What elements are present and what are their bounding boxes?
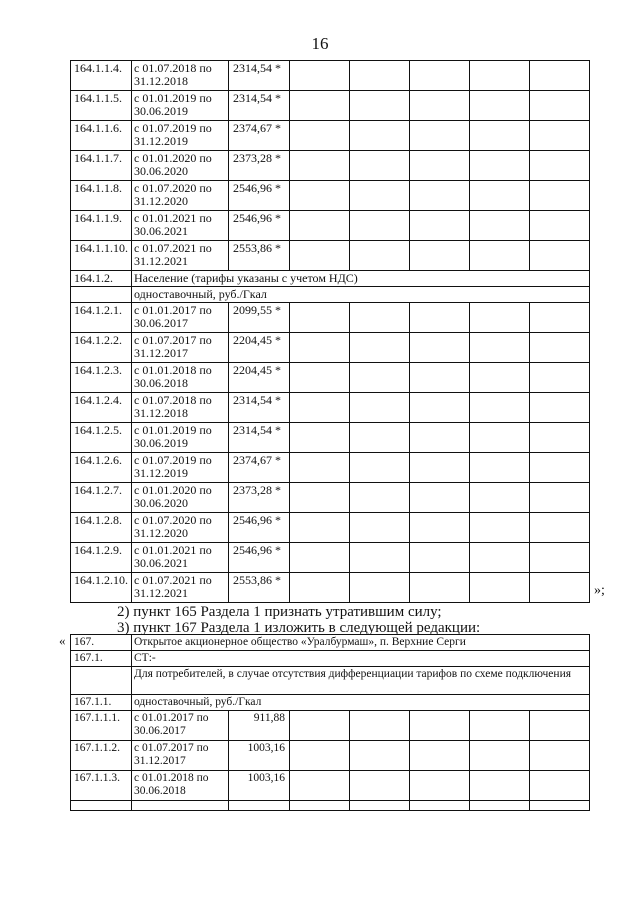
empty-cell	[290, 241, 350, 271]
empty-cell	[530, 711, 590, 741]
paragraph-3: 3) пункт 167 Раздела 1 изложить в следующей редакции:	[117, 620, 481, 636]
empty-cell	[470, 151, 530, 181]
row-tariff-value: 2553,86 *	[229, 241, 290, 271]
row-number: 164.1.1.5.	[71, 91, 132, 121]
row-number: 164.1.1.9.	[71, 211, 132, 241]
empty-cell	[350, 741, 410, 771]
table-row	[71, 393, 590, 423]
empty-cell	[410, 211, 470, 241]
empty-cell	[290, 333, 350, 363]
empty-cell	[290, 573, 350, 603]
row-tariff-value: 2546,96 *	[229, 543, 290, 573]
row-period: с 01.07.2017 по 31.12.2017	[132, 741, 229, 771]
org-name: Открытое акционерное общество «Уралбурмаш», п. Верхние Серги	[132, 635, 590, 651]
row-tariff-value: 1003,16	[229, 741, 290, 771]
empty-cell	[290, 423, 350, 453]
rate-num: 167.1.1.	[71, 695, 132, 711]
row-period: с 01.07.2017 по 31.12.2017	[132, 333, 229, 363]
empty-cell	[530, 241, 590, 271]
rate-row	[71, 695, 590, 711]
empty-cell	[410, 513, 470, 543]
empty-cell	[410, 241, 470, 271]
empty-cell	[470, 423, 530, 453]
row-tariff-value: 2314,54 *	[229, 393, 290, 423]
empty-cell	[290, 741, 350, 771]
row-number: 164.1.1.10.	[71, 241, 132, 271]
row-number: 167.1.1.2.	[71, 741, 132, 771]
empty-cell	[350, 241, 410, 271]
table-row	[71, 333, 590, 363]
row-tariff-value: 2553,86 *	[229, 573, 290, 603]
table-row	[71, 423, 590, 453]
empty-cell	[470, 771, 530, 801]
page-number: 16	[311, 34, 329, 53]
row-period: с 01.01.2018 по 30.06.2018	[132, 363, 229, 393]
row-period: с 01.07.2021 по 31.12.2021	[132, 241, 229, 271]
row-tariff-value: 2374,67 *	[229, 453, 290, 483]
empty-cell	[71, 667, 132, 695]
org-num: 167.	[71, 635, 132, 651]
empty-cell	[290, 61, 350, 91]
row-number: 164.1.2.2.	[71, 333, 132, 363]
empty-cell	[470, 483, 530, 513]
row-number: 167.1.1.3.	[71, 771, 132, 801]
empty-cell	[530, 211, 590, 241]
empty-cell	[350, 121, 410, 151]
row-tariff-value: 2314,54 *	[229, 91, 290, 121]
empty-cell	[530, 423, 590, 453]
empty-cell	[530, 741, 590, 771]
opening-quote: «	[59, 633, 66, 648]
row-period: с 01.01.2021 по 30.06.2021	[132, 543, 229, 573]
empty-cell	[350, 211, 410, 241]
row-period: с 01.07.2019 по 31.12.2019	[132, 121, 229, 151]
empty-cell	[410, 801, 470, 811]
org-row	[71, 635, 590, 651]
row-number: 164.1.2.10.	[71, 573, 132, 603]
row-tariff-value: 911,88	[229, 711, 290, 741]
row-period: с 01.01.2020 по 30.06.2020	[132, 483, 229, 513]
row-period: с 01.07.2019 по 31.12.2019	[132, 453, 229, 483]
row-period: с 01.07.2021 по 31.12.2021	[132, 573, 229, 603]
empty-cell	[290, 303, 350, 333]
row-number: 164.1.1.6.	[71, 121, 132, 151]
empty-cell	[530, 573, 590, 603]
table-row	[71, 513, 590, 543]
row-period: с 01.01.2017 по 30.06.2017	[132, 303, 229, 333]
empty-cell	[470, 303, 530, 333]
table-row	[71, 741, 590, 771]
row-number: 164.1.2.1.	[71, 303, 132, 333]
row-number: 164.1.2.8.	[71, 513, 132, 543]
row-number: 164.1.2.4.	[71, 393, 132, 423]
row-number: 164.1.1.4.	[71, 61, 132, 91]
table-row	[71, 573, 590, 603]
empty-cell	[350, 303, 410, 333]
table-row	[71, 241, 590, 271]
table-row	[71, 483, 590, 513]
row-number: 164.1.2.5.	[71, 423, 132, 453]
consumers-label: Для потребителей, в случае отсутствия дифференциации тарифов по схеме подключения	[132, 667, 590, 695]
row-tariff-value: 2373,28 *	[229, 151, 290, 181]
empty-cell	[350, 573, 410, 603]
empty-cell	[290, 211, 350, 241]
row-tariff-value: 2204,45 *	[229, 333, 290, 363]
empty-cell	[410, 61, 470, 91]
empty-cell	[410, 91, 470, 121]
empty-cell	[410, 771, 470, 801]
ct-label: СТ:-	[132, 651, 590, 667]
row-tariff-value: 2099,55 *	[229, 303, 290, 333]
empty-cell	[350, 711, 410, 741]
empty-cell	[350, 423, 410, 453]
consumers-row	[71, 667, 590, 695]
empty-cell	[530, 513, 590, 543]
empty-cell	[530, 333, 590, 363]
row-tariff-value: 2546,96 *	[229, 211, 290, 241]
empty-cell	[410, 573, 470, 603]
table-row	[71, 181, 590, 211]
table-row	[71, 151, 590, 181]
empty-cell	[290, 513, 350, 543]
row-period: с 01.01.2020 по 30.06.2020	[132, 151, 229, 181]
table-row	[71, 363, 590, 393]
row-tariff-value: 2546,96 *	[229, 181, 290, 211]
empty-cell	[410, 711, 470, 741]
row-number: 164.1.2.7.	[71, 483, 132, 513]
empty-cell	[290, 121, 350, 151]
empty-cell	[410, 741, 470, 771]
empty-cell	[470, 513, 530, 543]
empty-cell	[290, 91, 350, 121]
empty-cell	[530, 151, 590, 181]
empty-cell	[410, 483, 470, 513]
row-tariff-value: 2373,28 *	[229, 483, 290, 513]
section-num: 164.1.2.	[71, 271, 132, 287]
empty-cell	[290, 453, 350, 483]
empty-cell	[530, 801, 590, 811]
section-subtitle-row	[71, 287, 590, 303]
empty-cell	[530, 771, 590, 801]
row-period: с 01.07.2018 по 31.12.2018	[132, 61, 229, 91]
table-row	[71, 211, 590, 241]
empty-cell	[290, 771, 350, 801]
ct-num: 167.1.	[71, 651, 132, 667]
section-title: Население (тарифы указаны с учетом НДС)	[132, 271, 590, 287]
rate-label: одноставочный, руб./Гкал	[132, 695, 590, 711]
row-number: 167.1.1.1.	[71, 711, 132, 741]
empty-cell	[410, 453, 470, 483]
table-row	[71, 121, 590, 151]
empty-cell	[530, 61, 590, 91]
empty-cell	[470, 711, 530, 741]
table-row	[71, 453, 590, 483]
empty-cell	[470, 801, 530, 811]
table-row	[71, 543, 590, 573]
row-tariff-value: 2204,45 *	[229, 363, 290, 393]
row-number: 164.1.2.6.	[71, 453, 132, 483]
table-row	[71, 61, 590, 91]
empty-cell	[229, 801, 290, 811]
empty-cell	[470, 91, 530, 121]
empty-cell	[350, 543, 410, 573]
empty-cell	[410, 363, 470, 393]
empty-cell	[470, 241, 530, 271]
empty-cell	[410, 181, 470, 211]
row-tariff-value: 2374,67 *	[229, 121, 290, 151]
empty-cell	[290, 393, 350, 423]
empty-cell	[530, 543, 590, 573]
empty-cell	[290, 483, 350, 513]
empty-cell	[350, 91, 410, 121]
empty-cell	[470, 543, 530, 573]
row-period: с 01.01.2018 по 30.06.2018	[132, 771, 229, 801]
row-period: с 01.01.2019 по 30.06.2019	[132, 91, 229, 121]
empty-cell	[350, 363, 410, 393]
empty-cell	[290, 181, 350, 211]
row-period: с 01.07.2020 по 31.12.2020	[132, 513, 229, 543]
empty-cell	[410, 423, 470, 453]
section-row	[71, 271, 590, 287]
paragraph-2: 2) пункт 165 Раздела 1 признать утратившим силу;	[117, 604, 442, 620]
tariff-table-164	[70, 60, 590, 603]
empty-cell	[530, 453, 590, 483]
row-number: 164.1.2.3.	[71, 363, 132, 393]
tariff-table-167	[70, 634, 590, 811]
empty-cell	[470, 573, 530, 603]
empty-cell	[530, 393, 590, 423]
empty-cell	[410, 151, 470, 181]
empty-cell	[350, 61, 410, 91]
row-period: с 01.01.2021 по 30.06.2021	[132, 211, 229, 241]
table-row	[71, 711, 590, 741]
row-period: с 01.01.2017 по 30.06.2017	[132, 711, 229, 741]
empty-cell	[350, 333, 410, 363]
empty-cell	[470, 181, 530, 211]
empty-cell	[350, 513, 410, 543]
empty-cell	[132, 801, 229, 811]
empty-cell	[530, 181, 590, 211]
closing-quote: »;	[594, 583, 605, 598]
empty-cell	[290, 151, 350, 181]
table-row	[71, 303, 590, 333]
empty-cell	[530, 91, 590, 121]
table-row	[71, 91, 590, 121]
empty-cell	[410, 333, 470, 363]
row-period: с 01.07.2018 по 31.12.2018	[132, 393, 229, 423]
row-number: 164.1.1.8.	[71, 181, 132, 211]
empty-cell	[410, 303, 470, 333]
empty-cell	[470, 741, 530, 771]
empty-cell	[290, 801, 350, 811]
row-tariff-value: 1003,16	[229, 771, 290, 801]
empty-cell	[350, 151, 410, 181]
empty-cell	[470, 211, 530, 241]
empty-cell	[470, 121, 530, 151]
empty-cell	[470, 333, 530, 363]
empty-cell	[350, 771, 410, 801]
table-bottom-row	[71, 801, 590, 811]
empty-cell	[350, 801, 410, 811]
empty-cell	[410, 543, 470, 573]
row-tariff-value: 2314,54 *	[229, 61, 290, 91]
empty-cell	[530, 121, 590, 151]
row-number: 164.1.1.7.	[71, 151, 132, 181]
empty-cell	[290, 543, 350, 573]
empty-cell	[470, 61, 530, 91]
table-row	[71, 771, 590, 801]
row-tariff-value: 2546,96 *	[229, 513, 290, 543]
empty-cell	[410, 121, 470, 151]
empty-cell	[470, 363, 530, 393]
empty-cell	[410, 393, 470, 423]
empty-cell	[470, 393, 530, 423]
row-period: с 01.01.2019 по 30.06.2019	[132, 423, 229, 453]
empty-cell	[530, 483, 590, 513]
empty-cell	[530, 363, 590, 393]
row-number: 164.1.2.9.	[71, 543, 132, 573]
empty-cell	[290, 363, 350, 393]
empty-cell	[530, 303, 590, 333]
section-subtitle: одноставочный, руб./Гкал	[132, 287, 590, 303]
empty-cell	[71, 287, 132, 303]
empty-cell	[350, 393, 410, 423]
empty-cell	[350, 483, 410, 513]
empty-cell	[290, 711, 350, 741]
empty-cell	[71, 801, 132, 811]
empty-cell	[470, 453, 530, 483]
row-period: с 01.07.2020 по 31.12.2020	[132, 181, 229, 211]
ct-row	[71, 651, 590, 667]
empty-cell	[350, 453, 410, 483]
empty-cell	[350, 181, 410, 211]
row-tariff-value: 2314,54 *	[229, 423, 290, 453]
